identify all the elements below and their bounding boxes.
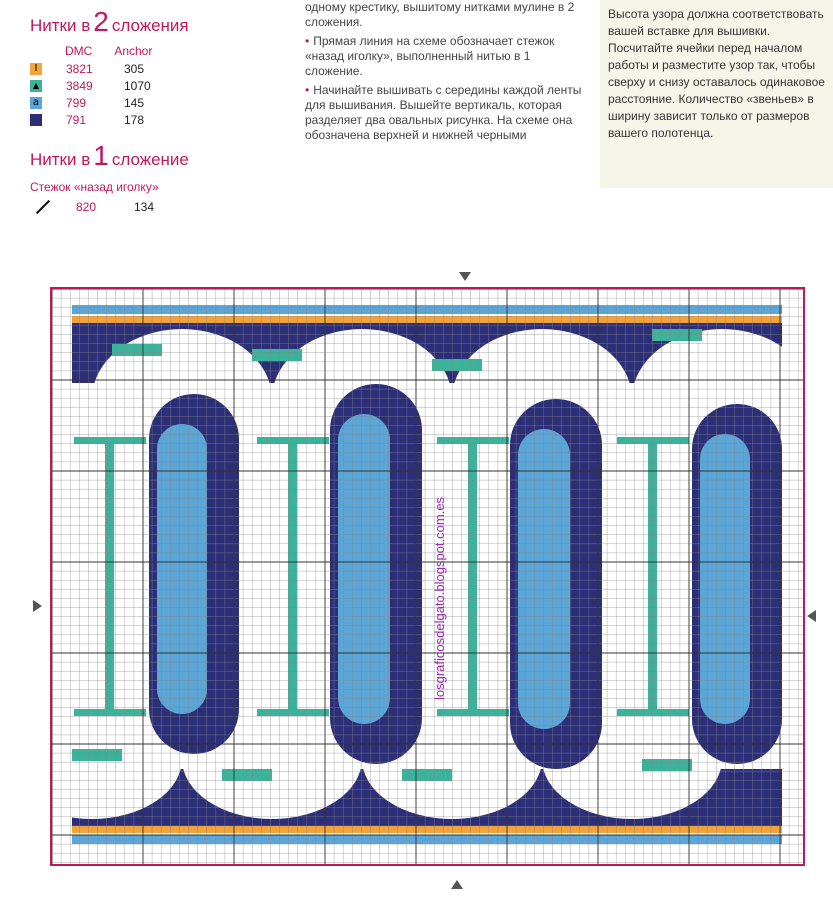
legend-title-one-strand: Нитки в 1 сложение bbox=[30, 140, 189, 171]
teal-wave-accent bbox=[112, 344, 162, 356]
teal-wave-accent bbox=[252, 349, 302, 361]
bottom-blue-row bbox=[72, 835, 782, 844]
swatch-icon: ▲ bbox=[30, 80, 42, 92]
blue-oval-inner bbox=[157, 424, 207, 714]
backstitch-icon bbox=[30, 200, 54, 214]
bottom-orange-row bbox=[72, 826, 782, 833]
teal-beam-stem bbox=[468, 437, 477, 712]
teal-beam-stem bbox=[288, 437, 297, 712]
thread-legend bbox=[30, 8, 270, 215]
teal-beam-stem bbox=[105, 437, 114, 712]
watermark: losgraficosdelgato.blogspot.com.es bbox=[432, 496, 447, 700]
blue-oval-inner bbox=[338, 414, 390, 724]
instruction-paragraph: • Прямая линия на схеме обозначает стежок «назад иголку», выполненный нитью в 1 сложение. bbox=[305, 34, 555, 78]
instruction-paragraph: одному крестику, вышитому нитками мулине в 2 сложения. bbox=[305, 0, 575, 29]
swatch-icon: I bbox=[30, 63, 42, 75]
teal-wave-accent bbox=[402, 769, 452, 781]
center-arrow-left-icon bbox=[33, 600, 42, 612]
chart-grid bbox=[52, 289, 803, 864]
swatch-icon bbox=[30, 114, 42, 126]
instruction-paragraph: • Начинайте вышивать с середины каждой ленты для вышивания. Вышейте вертикаль, которая разделяет два овальных рисунка. На схеме она обозначена верхней и нижней черными bbox=[305, 83, 582, 142]
thread-row: ▲ 3849 1070 bbox=[30, 77, 270, 94]
col-anchor: Anchor bbox=[114, 44, 153, 58]
backstitch-title: Стежок «назад иголку» bbox=[30, 180, 159, 194]
legend-title-two-strands: Нитки в 2 сложения bbox=[30, 6, 189, 37]
top-blue-row bbox=[72, 305, 782, 314]
top-orange-row bbox=[72, 316, 782, 323]
center-arrow-top-icon bbox=[459, 272, 471, 281]
cross-stitch-chart bbox=[50, 287, 805, 866]
teal-wave-accent bbox=[72, 749, 122, 761]
blue-oval-inner bbox=[700, 434, 750, 724]
swatch-icon: a bbox=[30, 97, 42, 109]
teal-beam-bottom bbox=[74, 709, 146, 716]
thread-row: I 3821 305 bbox=[30, 60, 270, 77]
teal-wave-accent bbox=[652, 329, 702, 341]
teal-wave-accent bbox=[432, 359, 482, 371]
teal-beam-bottom bbox=[617, 709, 689, 716]
center-arrow-bottom-icon bbox=[451, 880, 463, 889]
backstitch-row: 820 134 bbox=[30, 198, 270, 215]
blue-oval-inner bbox=[518, 429, 570, 729]
thread-row: 791 178 bbox=[30, 111, 270, 128]
legend-columns bbox=[65, 44, 270, 58]
teal-wave-accent bbox=[222, 769, 272, 781]
teal-wave-accent bbox=[642, 759, 692, 771]
teal-beam-bottom bbox=[437, 709, 509, 716]
col-dmc: DMC bbox=[65, 44, 93, 58]
instructions-text bbox=[305, 0, 585, 147]
thread-row: a 799 145 bbox=[30, 94, 270, 111]
height-note: Высота узора должна соответствовать вашей вставке для вышивки. Посчитайте ячейки перед началом работы и разместите узор так, чтобы сверху и снизу оставалось одинаковое расстояние. Количество «звеньев» в ширину зависит только от размеров вашего полотенца. bbox=[600, 0, 833, 188]
teal-beam-bottom bbox=[257, 709, 329, 716]
center-arrow-right-icon bbox=[807, 610, 816, 622]
